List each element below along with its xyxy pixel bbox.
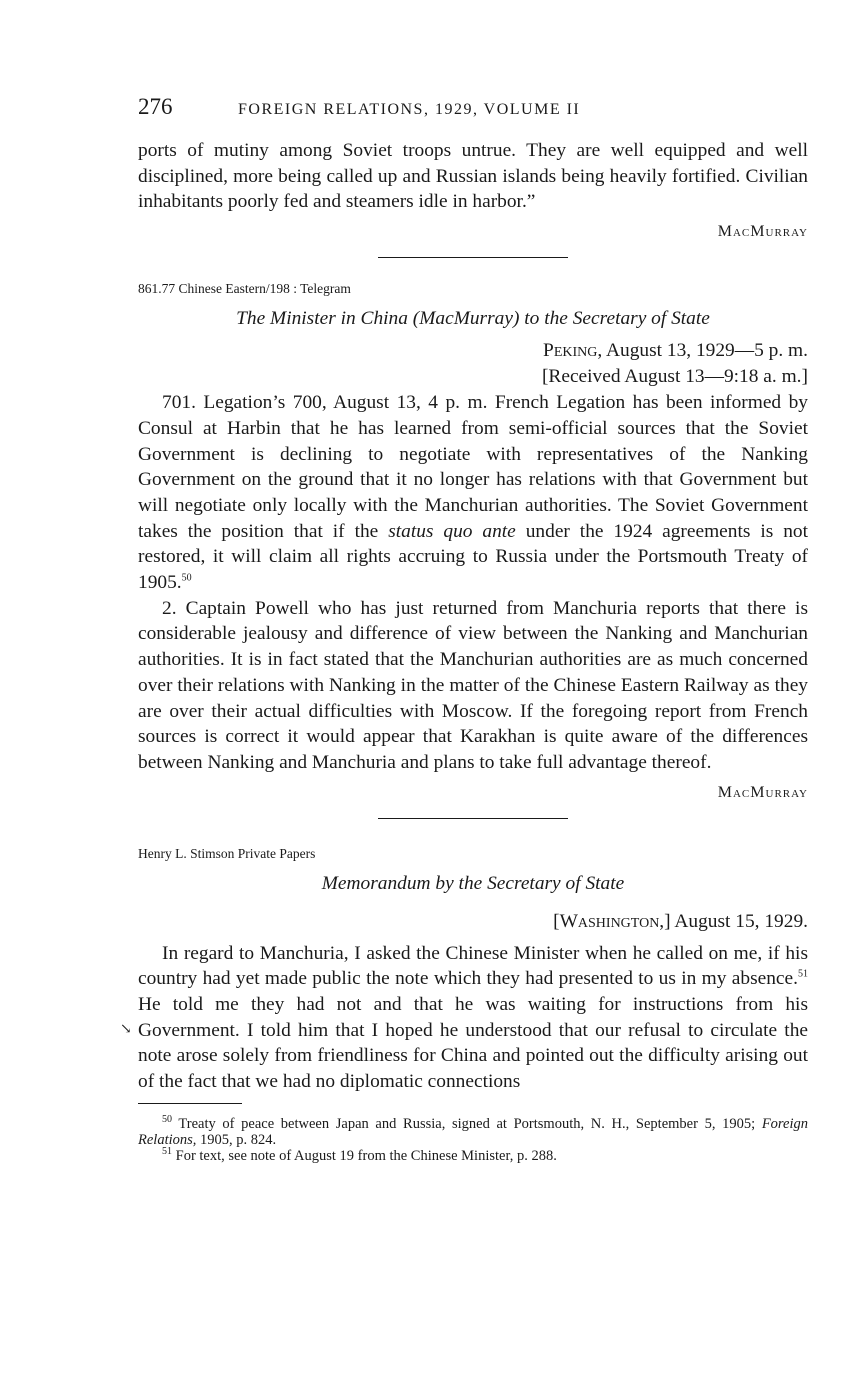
footnote-50-number: 50 xyxy=(162,1114,172,1126)
footnote-ref-50: 50 xyxy=(181,572,192,584)
margin-mark: ↘ xyxy=(120,1021,132,1037)
doc2-dateline xyxy=(138,338,808,364)
doc2-paragraph-1 xyxy=(138,390,808,596)
doc2-para1-text-a: 701. Legation’s 700, August 13, 4 p. m. French Legation has been informed by Consul at Harbin that he has learned from semi-official sources that the Soviet Government is declining to negotiate with representatives of the Nanking Government on the ground that it no longer has relations with that Government but will negotiate only locally with the Manchurian authorities. The Soviet Government takes the position that if the xyxy=(138,392,808,542)
footnote-51-number: 51 xyxy=(162,1146,172,1158)
doc3-dateline xyxy=(138,909,808,935)
footnote-50 xyxy=(138,1116,808,1148)
doc2-title: The Minister in China (MacMurray) to the Secretary of State xyxy=(236,308,710,330)
doc1-text: ports of mutiny among Soviet troops untrue. They are well equipped and well disciplined, more being called up and Russian islands being heavily fortified. Civilian inhabitants poorly fed and steamers idle in harbor.” xyxy=(138,140,808,213)
page-number: 276 xyxy=(138,94,173,119)
footnote-ref-51: 51 xyxy=(798,968,808,980)
doc3-para-text-b: He told me they had not and that he was waiting for instructions from his Government. I told him that I hoped he understood that our refusal to circulate the note arose solely from friendliness for China and pointed out the difficulty arising out of the fact that we had no diplomatic connections xyxy=(138,994,808,1093)
doc3-para-text-a: In regard to Manchuria, I asked the Chinese Minister when he called on me, if his country had yet made public the note which they had presented to us in my absence. xyxy=(138,942,808,990)
footnote-50-text-b: 1905, p. 824. xyxy=(200,1131,277,1148)
document-page xyxy=(120,94,809,1164)
footnote-50-italic: Foreign Relations, xyxy=(138,1115,809,1148)
running-title: FOREIGN RELATIONS, 1929, VOLUME II xyxy=(238,101,581,118)
doc3-filing-reference: Henry L. Stimson Private Papers xyxy=(138,845,316,861)
doc2-dateline-date: August 13, 1929—5 p. m. xyxy=(606,340,808,362)
section-divider xyxy=(378,818,568,819)
doc2-para1-text-b: under the 1924 agreements is not restored, it will claim all rights accruing to Russia under the Portsmouth Treaty of 1905. xyxy=(138,520,808,594)
doc2-received: [Received August 13—9:18 a. m.] xyxy=(541,366,808,388)
doc3-paragraph xyxy=(138,941,808,1095)
doc2-signature: MacMurray xyxy=(717,783,808,801)
doc3-title: Memorandum by the Secretary of State xyxy=(321,872,625,894)
running-head xyxy=(138,94,808,120)
doc2-filing-reference: 861.77 Chinese Eastern/198 : Telegram xyxy=(138,281,351,297)
doc3-dateline-date: August 15, 1929. xyxy=(674,910,808,932)
footnote-50-text-a: Treaty of peace between Japan and Russia, signed at Portsmouth, N. H., September 5, 1905; xyxy=(178,1115,756,1132)
footnotes xyxy=(138,1116,808,1164)
doc2-para1-italic: status quo ante xyxy=(388,520,516,542)
doc1-signature: MacMurray xyxy=(717,223,808,241)
footnote-51 xyxy=(138,1148,808,1164)
doc2-paragraph-2: 2. Captain Powell who has just returned from Manchuria reports that there is considerable jealousy and difference of view between the Nanking and Manchurian authorities. It is in fact stated that the Manchurian authorities are as much concerned over their relations with Nanking in the matter of the Chinese Eastern Railway as they are over their actual difficulties with Moscow. If the foregoing report from French sources is correct it would appear that Karakhan is quite aware of the differences between Nanking and Manchuria and plans to take full advantage thereof. xyxy=(138,597,808,773)
footnote-51-text: For text, see note of August 19 from the Chinese Minister, p. 288. xyxy=(175,1147,557,1164)
footnote-rule xyxy=(138,1103,242,1104)
doc3-dateline-place: [Washington,] xyxy=(553,910,671,932)
doc2-dateline-place: Peking, xyxy=(543,340,603,362)
section-divider xyxy=(378,257,568,258)
doc3-body xyxy=(120,941,808,1095)
